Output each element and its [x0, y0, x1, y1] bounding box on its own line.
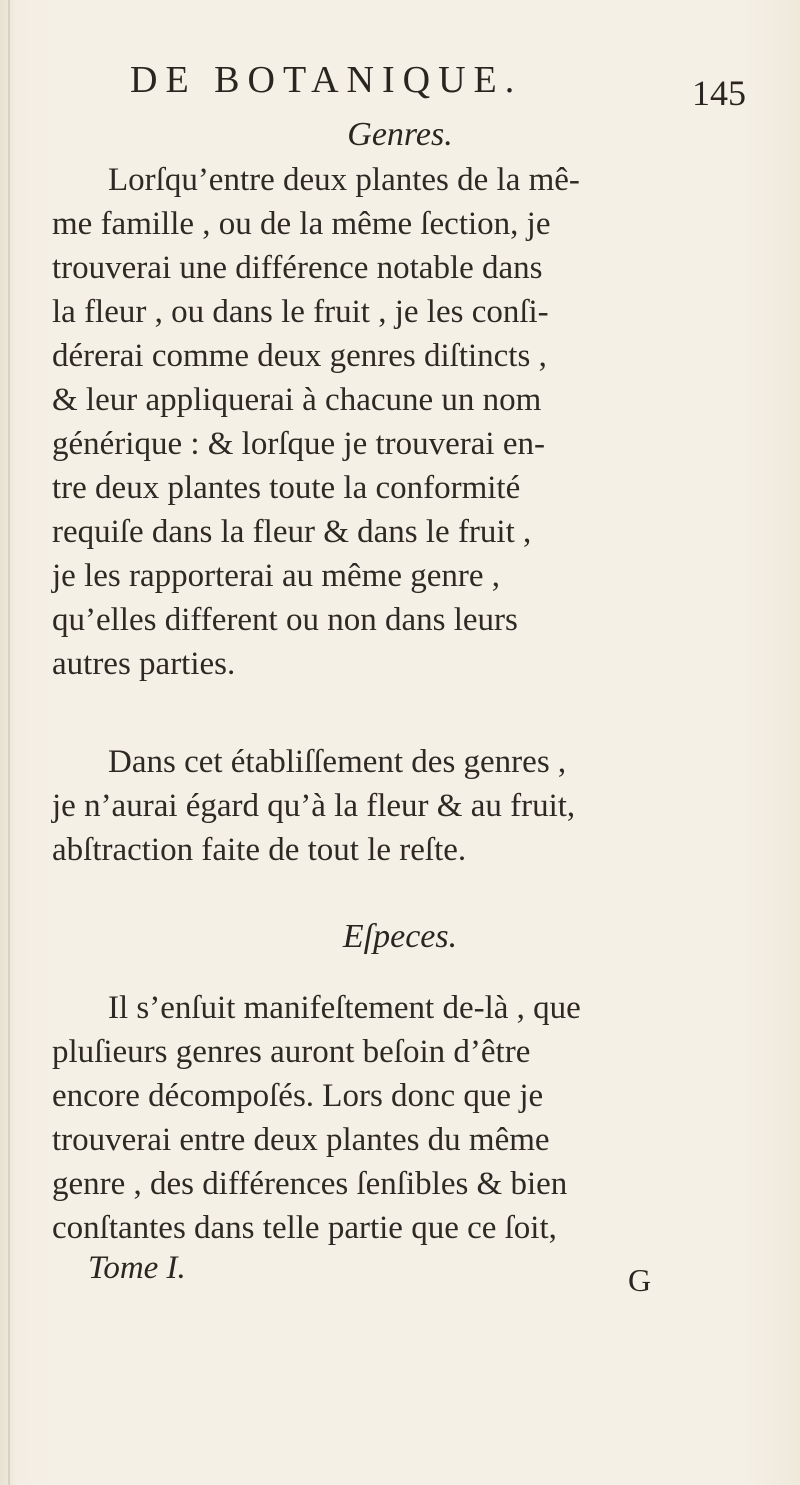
- text-line: & leur appliquerai à chacune un nom: [52, 382, 542, 418]
- paragraph-genres-2: [52, 740, 762, 872]
- text-line: je les rapporterai au même genre ,: [52, 558, 501, 594]
- text-line: générique : & lorſque je trouverai en-: [52, 426, 545, 462]
- section-heading-genres: Genres.: [347, 116, 453, 153]
- page-number: 145: [692, 73, 746, 113]
- section-heading-especes: Eſpeces.: [342, 918, 458, 955]
- text-line: la fleur , ou dans le fruit , je les conſi-: [52, 294, 549, 330]
- text-line: qu’elles different ou non dans leurs: [52, 602, 518, 638]
- text-line: abſtraction faite de tout le reſte.: [52, 832, 467, 868]
- text-line: requiſe dans la fleur & dans le fruit ,: [52, 514, 532, 550]
- text-line: Il s’enſuit manifeſtement de-là , que: [108, 990, 581, 1026]
- page-header: [0, 58, 800, 113]
- text-line: conſtantes dans telle partie que ce ſoit,: [52, 1210, 557, 1246]
- text-line: tre deux plantes toute la conformité: [52, 470, 521, 506]
- running-title: DE BOTANIQUE.: [130, 59, 523, 101]
- text-line: me famille , ou de la même ſection, je: [52, 206, 551, 242]
- text-line: trouverai entre deux plantes du même: [52, 1122, 550, 1158]
- text-line: Dans cet établiſſement des genres ,: [108, 744, 567, 780]
- volume-signature: Tome I.: [88, 1250, 186, 1286]
- text-line: encore décompoſés. Lors donc que je: [52, 1078, 544, 1114]
- text-line: Lorſqu’entre deux plantes de la mê-: [108, 162, 580, 198]
- text-line: autres parties.: [52, 646, 236, 682]
- text-line: pluſieurs genres auront beſoin d’être: [52, 1034, 531, 1070]
- paragraph-genres-1: [52, 158, 762, 686]
- paragraph-especes: [52, 986, 762, 1250]
- text-line: genre , des différences ſenſibles & bien: [52, 1166, 568, 1202]
- text-line: dérerai comme deux genres diſtincts ,: [52, 338, 547, 374]
- text-line: trouverai une différence notable dans: [52, 250, 543, 286]
- text-line: je n’aurai égard qu’à la fleur & au fruit,: [52, 788, 576, 824]
- gathering-signature: G: [628, 1262, 652, 1298]
- page-footer: [0, 1250, 800, 1300]
